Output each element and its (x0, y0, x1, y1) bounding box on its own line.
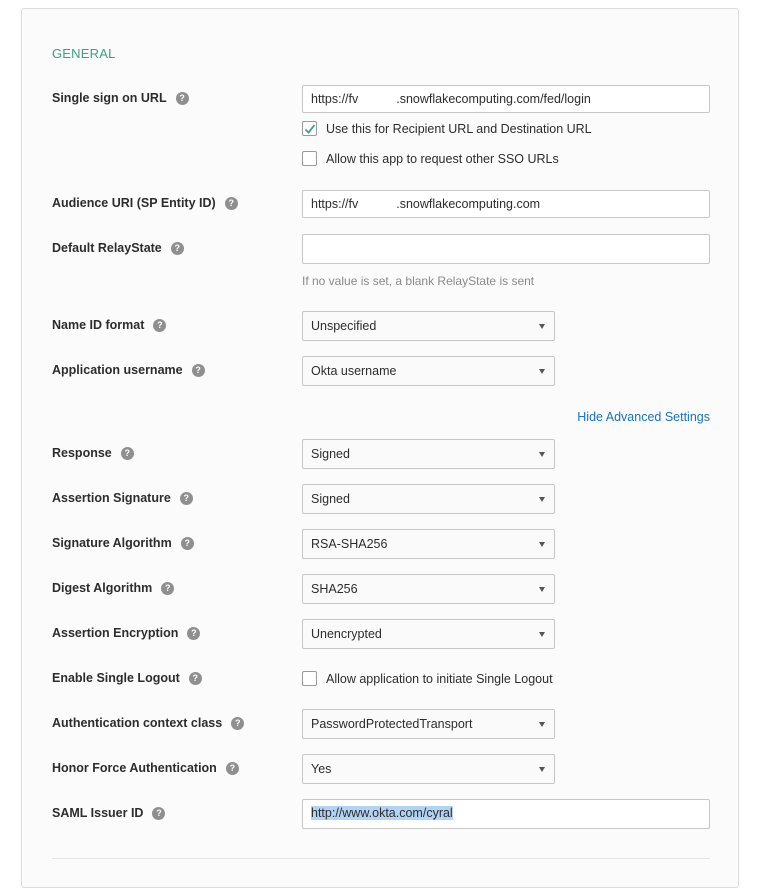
assertion-encryption-select[interactable] (302, 619, 555, 649)
caret-down-icon (539, 324, 545, 329)
audience-uri-label-text: Audience URI (SP Entity ID) (52, 196, 216, 210)
redacted-region (358, 92, 396, 106)
signature-algorithm-select[interactable] (302, 529, 555, 559)
relay-state-label-text: Default RelayState (52, 241, 162, 255)
help-icon[interactable]: ? (231, 717, 244, 730)
honor-force-auth-label-text: Honor Force Authentication (52, 761, 217, 775)
help-icon[interactable]: ? (161, 582, 174, 595)
app-username-label (52, 363, 205, 377)
single-logout-row[interactable] (302, 671, 553, 686)
sso-url-input[interactable] (302, 85, 710, 113)
saml-issuer-id-label (52, 806, 165, 820)
audience-uri-value-prefix: https://fv (311, 197, 359, 211)
single-logout-checkbox-label: Allow application to initiate Single Logout (326, 671, 553, 686)
allow-other-sso-checkbox[interactable] (302, 151, 317, 166)
name-id-format-label (52, 318, 166, 332)
help-icon[interactable]: ? (226, 762, 239, 775)
caret-down-icon (539, 767, 545, 772)
relay-state-hint: If no value is set, a blank RelayState is sent (302, 274, 535, 288)
relay-state-label (52, 241, 184, 255)
response-value: Signed (311, 447, 350, 461)
caret-down-icon (539, 587, 545, 592)
hide-advanced-settings-link[interactable]: Hide Advanced Settings (577, 410, 710, 424)
honor-force-auth-value: Yes (311, 762, 332, 776)
app-username-select[interactable] (302, 356, 555, 386)
help-icon[interactable]: ? (180, 492, 193, 505)
caret-down-icon (539, 542, 545, 547)
name-id-format-value: Unspecified (311, 319, 377, 333)
name-id-format-label-text: Name ID format (52, 318, 145, 332)
checkmark-icon (304, 123, 316, 135)
help-icon[interactable]: ? (171, 242, 184, 255)
use-for-recipient-row[interactable] (302, 121, 592, 136)
auth-context-class-select[interactable] (302, 709, 555, 739)
single-logout-label (52, 671, 202, 685)
allow-other-sso-label: Allow this app to request other SSO URLs (326, 151, 559, 166)
divider (52, 858, 710, 859)
response-select[interactable] (302, 439, 555, 469)
sso-url-label (52, 91, 189, 105)
assertion-encryption-label (52, 626, 200, 640)
help-icon[interactable]: ? (189, 672, 202, 685)
caret-down-icon (539, 369, 545, 374)
assertion-signature-label-text: Assertion Signature (52, 491, 171, 505)
relay-state-input[interactable] (302, 234, 710, 264)
help-icon[interactable]: ? (225, 197, 238, 210)
help-icon[interactable]: ? (176, 92, 189, 105)
single-logout-label-text: Enable Single Logout (52, 671, 180, 685)
response-label (52, 446, 134, 460)
honor-force-auth-select[interactable] (302, 754, 555, 784)
help-icon[interactable]: ? (181, 537, 194, 550)
caret-down-icon (539, 722, 545, 727)
digest-algorithm-select[interactable] (302, 574, 555, 604)
signature-algorithm-label-text: Signature Algorithm (52, 536, 172, 550)
assertion-encryption-label-text: Assertion Encryption (52, 626, 179, 640)
auth-context-class-label-text: Authentication context class (52, 716, 223, 730)
sso-url-label-text: Single sign on URL (52, 91, 167, 105)
assertion-encryption-value: Unencrypted (311, 627, 382, 641)
auth-context-class-label (52, 716, 244, 730)
app-username-label-text: Application username (52, 363, 183, 377)
saml-issuer-id-input[interactable] (302, 799, 710, 829)
caret-down-icon (539, 632, 545, 637)
caret-down-icon (539, 452, 545, 457)
app-username-value: Okta username (311, 364, 397, 378)
section-title: GENERAL (52, 46, 116, 61)
signature-algorithm-label (52, 536, 194, 550)
audience-uri-input[interactable] (302, 190, 710, 218)
help-icon[interactable]: ? (121, 447, 134, 460)
sso-url-value-prefix: https://fv (311, 92, 359, 106)
help-icon[interactable]: ? (187, 627, 200, 640)
honor-force-auth-label (52, 761, 239, 775)
caret-down-icon (539, 497, 545, 502)
auth-context-class-value: PasswordProtectedTransport (311, 717, 473, 731)
digest-algorithm-value: SHA256 (311, 582, 358, 596)
audience-uri-label (52, 196, 238, 210)
digest-algorithm-label-text: Digest Algorithm (52, 581, 153, 595)
allow-other-sso-row[interactable] (302, 151, 559, 166)
assertion-signature-label (52, 491, 193, 505)
single-logout-checkbox[interactable] (302, 671, 317, 686)
sso-url-value-suffix: .snowflakecomputing.com/fed/login (396, 92, 591, 106)
saml-issuer-id-label-text: SAML Issuer ID (52, 806, 144, 820)
help-icon[interactable]: ? (153, 319, 166, 332)
assertion-signature-select[interactable] (302, 484, 555, 514)
digest-algorithm-label (52, 581, 174, 595)
redacted-region (358, 197, 396, 211)
assertion-signature-value: Signed (311, 492, 350, 506)
name-id-format-select[interactable] (302, 311, 555, 341)
signature-algorithm-value: RSA-SHA256 (311, 537, 388, 551)
audience-uri-value-suffix: .snowflakecomputing.com (396, 197, 541, 211)
response-label-text: Response (52, 446, 112, 460)
use-for-recipient-checkbox[interactable] (302, 121, 317, 136)
help-icon[interactable]: ? (192, 364, 205, 377)
saml-issuer-id-value: http://www.okta.com/cyral (311, 806, 453, 820)
use-for-recipient-label: Use this for Recipient URL and Destination URL (326, 121, 592, 136)
help-icon[interactable]: ? (152, 807, 165, 820)
